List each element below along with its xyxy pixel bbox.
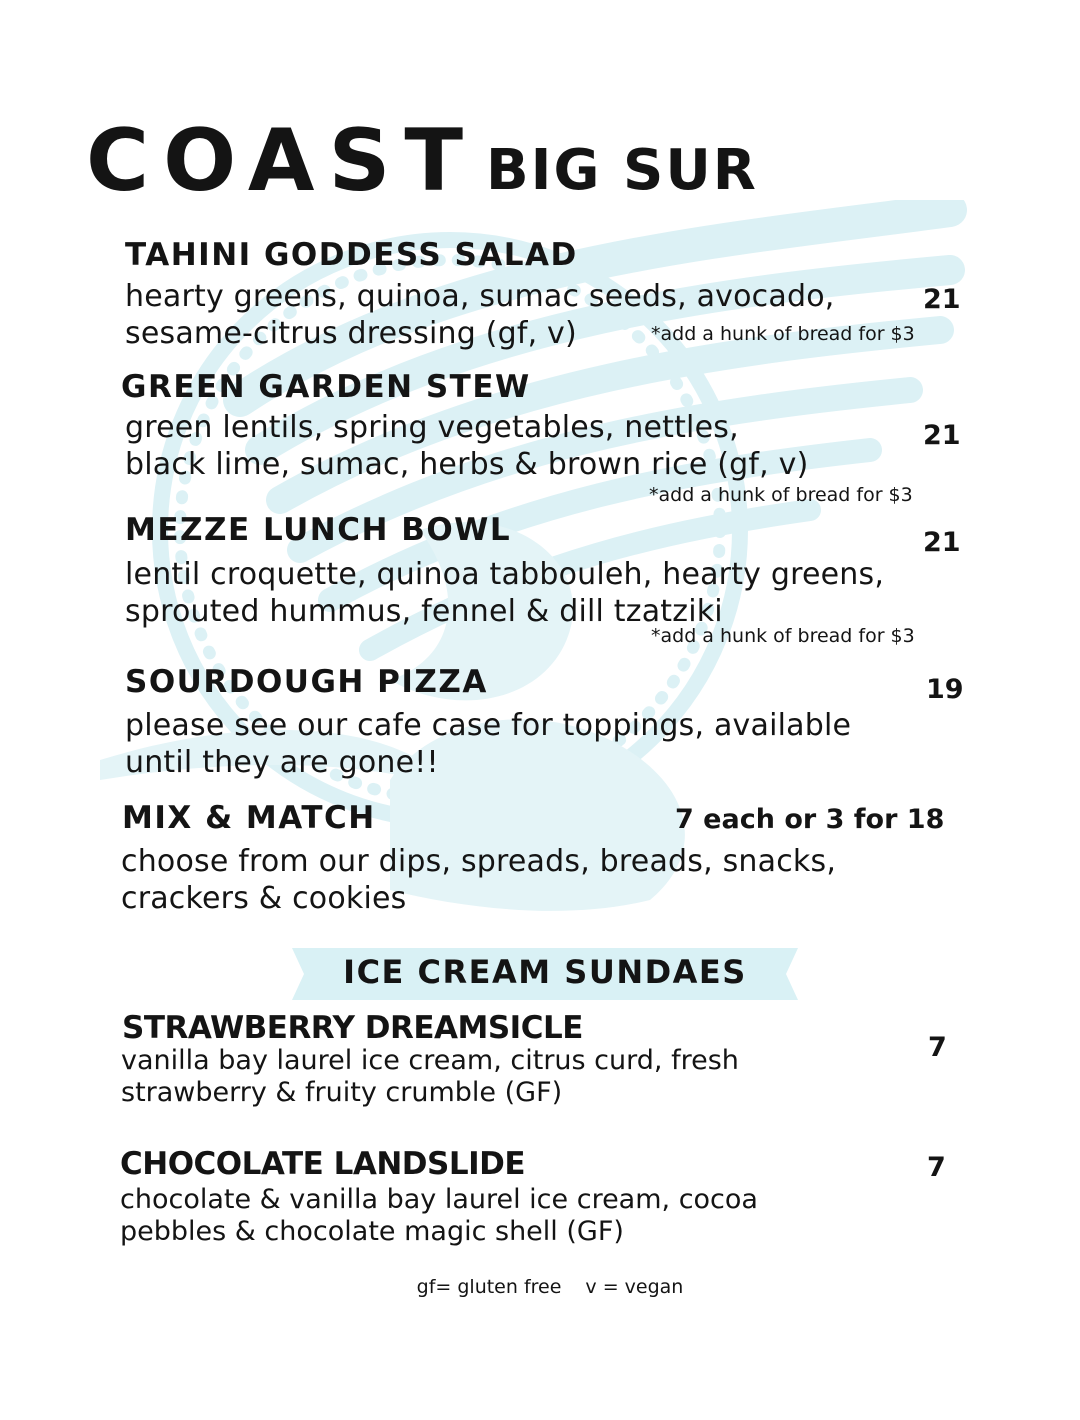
menu-item-desc: until they are gone!!	[125, 745, 439, 780]
legend-gluten-free: gf= gluten free	[416, 1276, 562, 1298]
menu-item-price: 7 each or 3 for 18	[675, 804, 945, 835]
menu-item-price: 21	[923, 284, 961, 315]
menu-item-price: 21	[923, 420, 961, 451]
section-banner	[292, 948, 798, 1000]
menu-item-desc: green lentils, spring vegetables, nettles,	[125, 410, 739, 445]
sundae-price: 7	[928, 1032, 947, 1063]
menu-item-name: MEZZE LUNCH BOWL	[125, 512, 512, 548]
sundae-name: CHOCOLATE LANDSLIDE	[120, 1146, 526, 1182]
menu-item-note: *add a hunk of bread for $3	[651, 323, 915, 345]
sundae-desc: strawberry & fruity crumble (GF)	[121, 1077, 563, 1108]
menu-item-desc: lentil croquette, quinoa tabbouleh, hearty greens,	[125, 557, 885, 592]
menu-item-price: 19	[926, 674, 964, 705]
menu-item-desc: crackers & cookies	[121, 881, 407, 916]
brand-location: BIG SUR	[486, 138, 758, 203]
sundae-price: 7	[927, 1152, 946, 1183]
menu-item-desc: hearty greens, quinoa, sumac seeds, avocado,	[125, 279, 835, 314]
sundae-desc: pebbles & chocolate magic shell (GF)	[120, 1216, 624, 1247]
sundae-desc: vanilla bay laurel ice cream, citrus curd, fresh	[121, 1045, 739, 1076]
menu-item-desc: sesame-citrus dressing (gf, v)	[125, 316, 577, 351]
menu-item-name: TAHINI GODDESS SALAD	[125, 237, 578, 273]
menu-item-desc: choose from our dips, spreads, breads, snacks,	[121, 844, 837, 879]
menu-item-price: 21	[923, 527, 961, 558]
diet-legend	[0, 1276, 1080, 1298]
legend-vegan: v = vegan	[585, 1276, 684, 1298]
menu-item-note: *add a hunk of bread for $3	[651, 625, 915, 647]
menu-item-name: MIX & MATCH	[122, 800, 376, 836]
menu-item-desc: sprouted hummus, fennel & dill tzatziki	[125, 594, 723, 629]
sundae-desc: chocolate & vanilla bay laurel ice cream, cocoa	[120, 1184, 758, 1215]
menu-item-name: SOURDOUGH PIZZA	[125, 664, 488, 700]
menu-item-name: GREEN GARDEN STEW	[121, 369, 531, 405]
menu-item-desc: please see our cafe case for toppings, available	[125, 708, 852, 743]
brand-name: COAST	[86, 111, 478, 211]
section-heading: ICE CREAM SUNDAES	[343, 953, 747, 991]
sundae-name: STRAWBERRY DREAMSICLE	[122, 1010, 583, 1046]
menu-item-note: *add a hunk of bread for $3	[649, 484, 913, 506]
menu-item-desc: black lime, sumac, herbs & brown rice (gf, v)	[125, 447, 809, 482]
